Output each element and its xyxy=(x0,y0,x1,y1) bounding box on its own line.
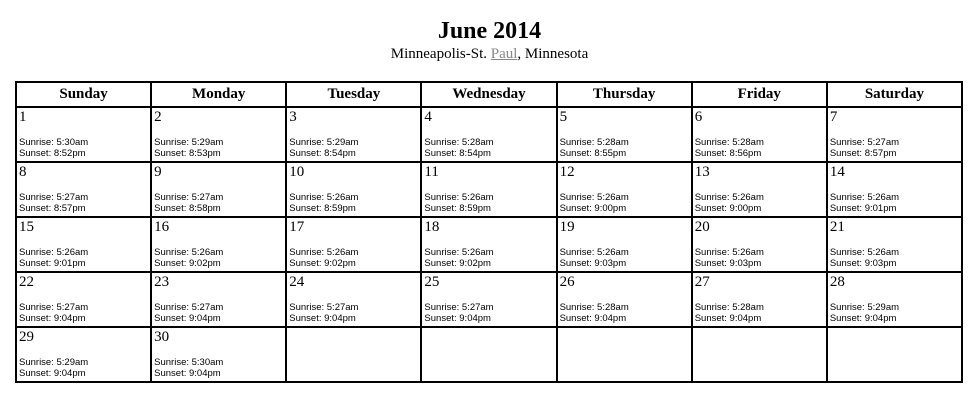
day-cell xyxy=(286,162,421,217)
sunset-time: Sunset: 8:58pm xyxy=(154,203,221,214)
sunrise-time: Sunrise: 5:26am xyxy=(424,247,494,258)
sunset-time: Sunset: 9:04pm xyxy=(559,313,627,324)
sunrise-time: Sunrise: 5:28am xyxy=(694,302,764,313)
sunrise-time: Sunrise: 5:28am xyxy=(424,137,494,148)
day-number: 19 xyxy=(559,219,575,235)
day-number: 7 xyxy=(829,109,838,125)
day-cell xyxy=(557,217,692,272)
day-cell xyxy=(286,217,421,272)
day-cell xyxy=(286,107,421,162)
day-number: 2 xyxy=(154,109,162,125)
sunset-time: Sunset: 8:57pm xyxy=(829,148,897,159)
sunset-time: Sunset: 8:59pm xyxy=(424,203,491,214)
calendar-body xyxy=(16,107,962,382)
sunset-time: Sunset: 8:59pm xyxy=(289,203,356,214)
sunrise-time: Sunrise: 5:28am xyxy=(559,137,629,148)
day-number: 11 xyxy=(424,164,439,180)
weekday-header: Thursday xyxy=(557,82,692,107)
sunset-time: Sunset: 8:57pm xyxy=(19,203,86,214)
sunrise-time: Sunrise: 5:26am xyxy=(829,192,900,203)
sunset-time: Sunset: 9:03pm xyxy=(694,258,762,269)
day-cell xyxy=(827,217,962,272)
sunrise-time: Sunrise: 5:29am xyxy=(289,137,359,148)
day-number: 30 xyxy=(154,329,170,345)
weekday-header: Wednesday xyxy=(421,82,556,107)
sunset-time: Sunset: 8:55pm xyxy=(559,148,627,159)
day-cell xyxy=(151,327,286,382)
day-number: 9 xyxy=(154,164,162,180)
sunset-time: Sunset: 8:56pm xyxy=(694,148,762,159)
weekday-header-row xyxy=(16,82,962,107)
sunrise-time: Sunrise: 5:26am xyxy=(424,192,494,203)
day-cell xyxy=(151,162,286,217)
sunset-time: Sunset: 9:03pm xyxy=(829,258,897,269)
day-cell xyxy=(692,107,827,162)
sunset-time: Sunset: 9:01pm xyxy=(19,258,86,269)
day-number: 22 xyxy=(19,274,34,290)
day-number: 15 xyxy=(19,219,34,235)
sunset-time: Sunset: 8:54pm xyxy=(424,148,491,159)
day-cell xyxy=(692,162,827,217)
weekday-header: Tuesday xyxy=(286,82,421,107)
day-number: 27 xyxy=(694,274,710,290)
sunset-time: Sunset: 9:04pm xyxy=(289,313,356,324)
day-cell xyxy=(557,272,692,327)
day-number: 6 xyxy=(694,109,703,125)
day-number: 8 xyxy=(19,164,27,180)
sunset-time: Sunset: 8:52pm xyxy=(19,148,86,159)
sunrise-time: Sunrise: 5:29am xyxy=(829,302,900,313)
day-cell xyxy=(421,107,556,162)
day-number: 21 xyxy=(829,219,845,235)
location-prefix: Minneapolis-St. xyxy=(390,46,491,62)
sunrise-time: Sunrise: 5:26am xyxy=(154,247,224,258)
sunset-time: Sunset: 9:02pm xyxy=(154,258,221,269)
day-cell xyxy=(16,162,151,217)
day-number: 5 xyxy=(559,109,568,125)
day-cell xyxy=(151,107,286,162)
sunrise-time: Sunrise: 5:27am xyxy=(829,137,900,148)
sunrise-time: Sunrise: 5:26am xyxy=(559,192,629,203)
day-cell xyxy=(692,272,827,327)
sunrise-time: Sunrise: 5:27am xyxy=(289,302,359,313)
day-cell xyxy=(151,272,286,327)
day-cell xyxy=(16,272,151,327)
empty-day-cell xyxy=(692,327,827,382)
sunrise-time: Sunrise: 5:26am xyxy=(694,192,764,203)
city-link[interactable]: Paul xyxy=(490,46,518,62)
sunrise-time: Sunrise: 5:30am xyxy=(154,357,224,368)
day-number: 29 xyxy=(19,329,34,345)
day-number: 25 xyxy=(424,274,440,290)
day-number: 28 xyxy=(829,274,845,290)
day-number: 24 xyxy=(289,274,305,290)
sunrise-time: Sunrise: 5:28am xyxy=(694,137,764,148)
page-title: June 2014 xyxy=(437,18,542,44)
day-cell xyxy=(421,272,556,327)
sunset-time: Sunset: 9:02pm xyxy=(424,258,491,269)
sunset-time: Sunset: 8:53pm xyxy=(154,148,221,159)
empty-day-cell xyxy=(286,327,421,382)
sunset-time: Sunset: 9:01pm xyxy=(829,203,897,214)
empty-day-cell xyxy=(421,327,556,382)
day-cell xyxy=(16,217,151,272)
day-cell xyxy=(16,327,151,382)
sunrise-time: Sunrise: 5:29am xyxy=(154,137,224,148)
empty-day-cell xyxy=(557,327,692,382)
sunset-time: Sunset: 9:04pm xyxy=(829,313,897,324)
day-cell xyxy=(421,162,556,217)
day-number: 3 xyxy=(289,109,297,125)
sunrise-time: Sunrise: 5:30am xyxy=(19,137,89,148)
sunset-time: Sunset: 9:00pm xyxy=(559,203,627,214)
sunrise-time: Sunrise: 5:26am xyxy=(19,247,89,258)
day-number: 20 xyxy=(694,219,710,235)
calendar-week-row xyxy=(16,107,962,162)
day-number: 10 xyxy=(289,164,305,180)
sunset-time: Sunset: 9:04pm xyxy=(19,313,86,324)
sunrise-time: Sunrise: 5:27am xyxy=(19,302,89,313)
sunrise-time: Sunrise: 5:27am xyxy=(19,192,89,203)
sunset-time: Sunset: 9:04pm xyxy=(694,313,762,324)
weekday-header: Sunday xyxy=(16,82,151,107)
empty-day-cell xyxy=(827,327,962,382)
day-number: 13 xyxy=(694,164,710,180)
day-number: 14 xyxy=(829,164,845,180)
day-cell xyxy=(151,217,286,272)
sunrise-time: Sunrise: 5:28am xyxy=(559,302,629,313)
day-cell xyxy=(557,162,692,217)
weekday-header: Friday xyxy=(692,82,827,107)
sunrise-time: Sunrise: 5:27am xyxy=(154,302,224,313)
day-cell xyxy=(421,217,556,272)
day-number: 16 xyxy=(154,219,170,235)
day-number: 17 xyxy=(289,219,305,235)
sunset-time: Sunset: 8:54pm xyxy=(289,148,356,159)
sunset-time: Sunset: 9:03pm xyxy=(559,258,627,269)
sunset-time: Sunset: 9:04pm xyxy=(154,313,221,324)
weekday-header: Monday xyxy=(151,82,286,107)
day-number: 4 xyxy=(424,109,432,125)
day-number: 26 xyxy=(559,274,575,290)
sunrise-time: Sunrise: 5:26am xyxy=(694,247,764,258)
day-cell xyxy=(692,217,827,272)
day-number: 1 xyxy=(19,109,27,125)
day-number: 12 xyxy=(559,164,575,180)
sunset-time: Sunset: 9:04pm xyxy=(424,313,491,324)
sunset-time: Sunset: 9:04pm xyxy=(19,368,86,379)
calendar-week-row xyxy=(16,327,962,382)
sunrise-time: Sunrise: 5:26am xyxy=(559,247,629,258)
calendar-week-row xyxy=(16,162,962,217)
calendar-week-row xyxy=(16,217,962,272)
day-number: 23 xyxy=(154,274,170,290)
day-cell xyxy=(557,107,692,162)
location-suffix: , Minnesota xyxy=(517,46,589,62)
sunset-time: Sunset: 9:00pm xyxy=(694,203,762,214)
sunrise-time: Sunrise: 5:26am xyxy=(289,247,359,258)
sunrise-time: Sunrise: 5:27am xyxy=(424,302,494,313)
sunset-time: Sunset: 9:04pm xyxy=(154,368,221,379)
sunrise-time: Sunrise: 5:29am xyxy=(19,357,89,368)
sunrise-time: Sunrise: 5:27am xyxy=(154,192,224,203)
weekday-header: Saturday xyxy=(827,82,962,107)
day-cell xyxy=(286,272,421,327)
sunrise-time: Sunrise: 5:26am xyxy=(289,192,359,203)
day-cell xyxy=(827,162,962,217)
day-cell xyxy=(827,107,962,162)
location-subtitle xyxy=(0,46,979,63)
day-cell xyxy=(16,107,151,162)
day-cell xyxy=(827,272,962,327)
day-number: 18 xyxy=(424,219,440,235)
calendar-table xyxy=(15,81,963,383)
calendar-week-row xyxy=(16,272,962,327)
sunrise-time: Sunrise: 5:26am xyxy=(829,247,900,258)
sunset-time: Sunset: 9:02pm xyxy=(289,258,356,269)
